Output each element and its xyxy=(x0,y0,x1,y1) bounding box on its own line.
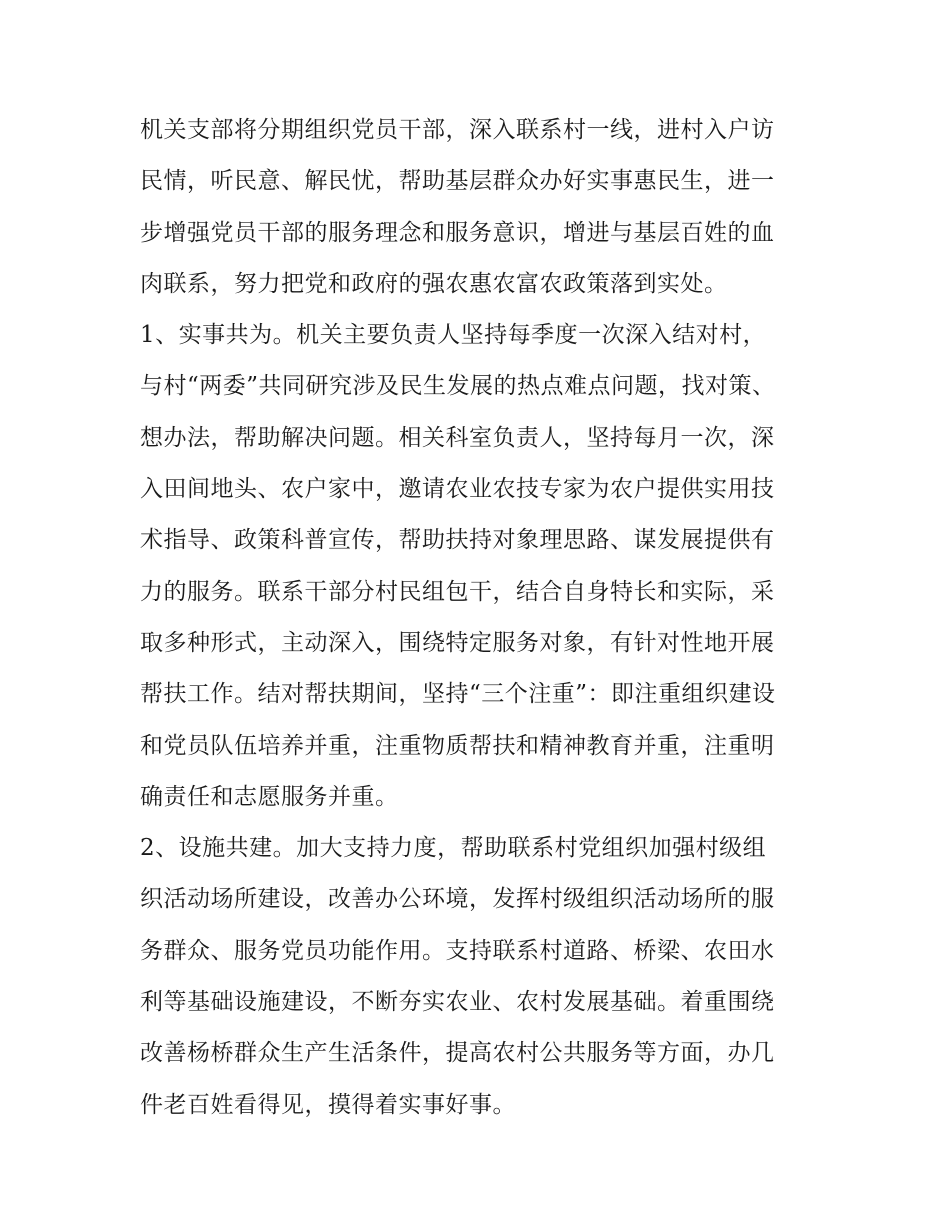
text-line: 步增强党员干部的服务理念和服务意识，增进与基层百姓的血 xyxy=(140,219,775,246)
text-line: 取多种形式，主动深入，围绕特定服务对象，有针对性地开展 xyxy=(140,629,775,656)
text-line: 民情，听民意、解民忧，帮助基层群众办好实事惠民生，进一 xyxy=(140,168,775,195)
text-line: 确责任和志愿服务并重。 xyxy=(140,783,399,810)
text-line: 入田间地头、农户家中，邀请农业农技专家为农户提供实用技 xyxy=(140,476,775,503)
text-line: 织活动场所建设，改善办公环境，发挥村级组织活动场所的服 xyxy=(140,886,775,913)
text-line: 利等基础设施建设，不断夯实农业、农村发展基础。着重围绕 xyxy=(140,989,775,1016)
text-line: 1、实事共为。机关主要负责人坚持每季度一次深入结对村， xyxy=(140,322,767,349)
text-line: 改善杨桥群众生产生活条件，提高农村公共服务等方面，办几 xyxy=(140,1040,775,1067)
text-line: 和党员队伍培养并重，注重物质帮扶和精神教育并重，注重明 xyxy=(140,732,775,759)
text-line: 术指导、政策科普宣传，帮助扶持对象理思路、谋发展提供有 xyxy=(140,527,775,554)
text-line: 与村“两委”共同研究涉及民生发展的热点难点问题，找对策、 xyxy=(140,373,776,400)
text-line: 帮扶工作。结对帮扶期间，坚持“三个注重”：即注重组织建设 xyxy=(140,681,776,708)
text-line: 肉联系，努力把党和政府的强农惠农富农政策落到实处。 xyxy=(140,270,728,297)
document-body xyxy=(140,105,820,1131)
text-line: 力的服务。联系干部分村民组包干，结合自身特长和实际，采 xyxy=(140,578,775,605)
text-line: 2、设施共建。加大支持力度，帮助联系村党组织加强村级组 xyxy=(140,835,767,862)
text-line: 想办法，帮助解决问题。相关科室负责人，坚持每月一次，深 xyxy=(140,424,775,451)
text-line: 务群众、服务党员功能作用。支持联系村道路、桥梁、农田水 xyxy=(140,937,775,964)
text-line: 机关支部将分期组织党员干部，深入联系村一线，进村入户访 xyxy=(140,117,775,143)
text-line: 件老百姓看得见，摸得着实事好事。 xyxy=(140,1091,516,1118)
